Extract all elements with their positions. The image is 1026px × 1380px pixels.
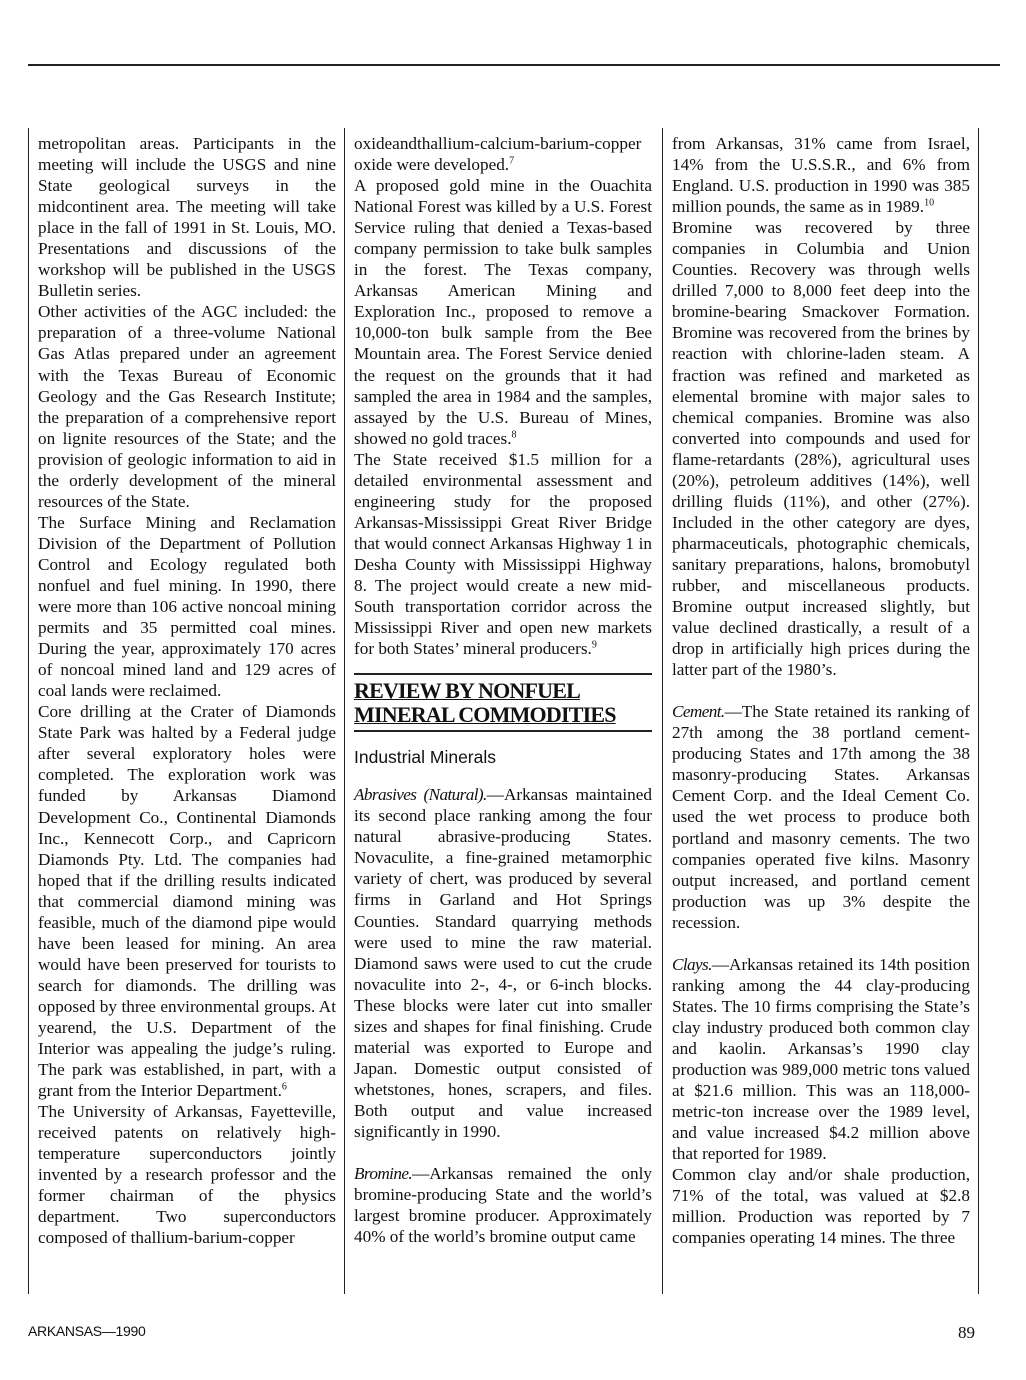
paragraph: The University of Arkansas, Fayetteville, received patents on relatively high-temperature superconductors jointly invented by a research professor and the former chairman of the physics department. Two superconductors composed of thallium-barium-copper [38,1102,336,1248]
top-rule [28,64,1000,66]
footnote-ref: 7 [509,155,515,167]
paragraph: The State received $1.5 million for a detailed environmental assessment and engineering study for the proposed Arkansas-Mississippi Great River Bridge that would connect Arkansas Highway 1 in Desha County with Mississippi Highway 8. The project would create a new mid-South transportation corridor across the Mississippi River and open new markets for both States’ mineral producers.$^9$ [354,449,652,659]
footer-title: ARKANSAS—1990 [28,1323,146,1339]
footnote-ref: 6 [281,1081,287,1093]
paragraph: metropolitan areas. Participants in the meeting will include the USGS and nine State geological surveys in the midcontinent area. The meeting will take place in the fall of 1991 in St. Louis, MO. Presentations and discussions of the workshop will be published in the USGS Bulletin series. [38,134,336,301]
column-rule-left [28,128,29,1294]
column-rule-2 [662,128,663,1294]
paragraph: oxideandthallium-calcium-barium-copper oxide were developed.$^7$ [354,134,642,175]
run-in-heading: Cement. [672,702,725,722]
run-in-heading: Bromine. [354,1164,413,1184]
paragraph: from Arkansas, 31% came from Israel, 14% from the U.S.S.R., and 6% from England. U.S. production in 1990 was 385 million pounds, the same as in 1989.10 [672,134,970,217]
run-in-heading: Abrasives (Natural). [354,785,487,805]
column-rule-right [978,128,979,1294]
subsection-heading: Industrial Minerals [354,747,496,768]
section-heading: REVIEW BY NONFUEL MINERAL COMMODITIES [354,673,652,732]
paragraph-abrasives: Abrasives (Natural).—Arkansas maintained its second place ranking among the four natural abrasive-producing States. Novaculite, a fine-grained metamorphic variety of chert, was produced by several firms in Garland and Hot Springs Counties. Standard quarrying methods were used to mine the raw material. Diamond saws were used to cut the crude novaculite into 2-, 4-, or 6-inch blocks. These blocks were later cut into smaller sizes and shapes for final finishing. Crude material was exported to Europe and Japan. Domestic output consisted of whetstones, hones, scrapers, and files. Both output and value increased significantly in 1990. [354,785,652,1141]
run-in-heading: Clays. [672,954,712,974]
column-2 [354,133,652,1247]
footnote-ref: 10 [924,197,935,209]
column-rule-1 [344,128,345,1294]
paragraph: Bromine was recovered by three companies in Columbia and Union Counties. Recovery was through wells drilled 7,000 to 8,000 feet deep into the bromine-bearing Smackover Formation. Bromine was recovered from the brines by reaction with chlorine-laden steam. A fraction was refined and marketed as elemental bromine with major sales to chemical companies. Bromine was also converted into compounds and used for flame-retardants (28%), agricultural uses (20%), petroleum additives (14%), well drilling fluids (11%), and other (27%). Included in the other category are dyes, pharmaceuticals, photographic chemicals, sanitary preparations, halons, bromobutyl rubber, and miscellaneous products. Bromine output increased slightly, but value declined drastically, a result of a drop in artificially high prices during the latter part of the 1980’s. [672,218,970,680]
column-1 [38,133,336,1248]
paragraph-bromine: Bromine.—Arkansas remained the only bromine-producing State and the world’s largest bromine producer. Approximately 40% of the world’s bromine output came [354,1164,652,1247]
footnote-ref: 9 [591,639,597,651]
paragraph-cement: Cement.—The State retained its ranking of 27th among the 38 portland cement-producing States and 17th among the 38 masonry-producing States. Arkansas Cement Corp. and the Ideal Cement Co. used the wet process to produce both portland and masonry cements. The two companies operated five kilns. Masonry output increased, and portland cement production was up 3% despite the recession. [672,702,970,932]
paragraph: Common clay and/or shale production, 71% of the total, was valued at $2.8 million. Production was reported by 7 companies operating 14 mines. The three [672,1165,970,1248]
column-3 [672,133,970,1248]
paragraph: A proposed gold mine in the Ouachita National Forest was killed by a U.S. Forest Service ruling that denied a Texas-based company permission to take bulk samples in the forest. The Texas company, Arkansas American Mining and Exploration Inc., proposed to remove a 10,000-ton bulk sample from the Bee Mountain area. The Forest Service denied the request on the grounds that it had sampled the area in 1984 and the samples, assayed by the U.S. Bureau of Mines, showed no gold traces.$^8$ [354,176,652,448]
paragraph: The Surface Mining and Reclamation Division of the Department of Pollution Control and Ecology regulated both nonfuel and fuel mining. In 1990, there were more than 106 active noncoal mining permits and 35 permitted coal mines. During the year, approximately 170 acres of noncoal mined land and 129 acres of coal lands were reclaimed. [38,512,336,701]
paragraph-clays: Clays.—Arkansas retained its 14th position ranking among the 44 clay-producing States. The 10 firms comprising the State’s clay industry produced both common clay and kaolin. Arkansas’s 1990 clay production was 989,000 metric tons valued at $21.6 million. This was an 118,000-metric-ton increase over the 1989 level, and value increased $4.2 million above that reported for 1989. [672,954,970,1164]
page-number: 89 [958,1323,975,1342]
footnote-ref: 8 [511,428,517,440]
paragraph: Core drilling at the Crater of Diamonds State Park was halted by a Federal judge after several exploratory holes were completed. The exploration work was funded by Arkansas Diamond Development Co., Continental Diamonds Inc., Kennecott Corp., and Capricorn Diamonds Pty. Ltd. The companies had hoped that if the drilling results indicated that commercial diamond mining was feasible, much of the diamond pipe would have been leased for mining. An area would have been preserved for tourists to search for diamonds. The drilling was opposed by three environmental groups. At yearend, the U.S. Department of the Interior was appealing the judge’s ruling. The park was established, in part, with a grant from the Interior Department.$^6$ [38,702,336,1101]
paragraph: Other activities of the AGC included: the preparation of a three-volume National Gas Atlas prepared under an agreement with the Texas Bureau of Economic Geology and the Gas Research Institute; the preparation of a comprehensive report on lignite resources of the State; and the provision of geologic information to aid in the orderly development of the mineral resources of the State. [38,302,336,511]
